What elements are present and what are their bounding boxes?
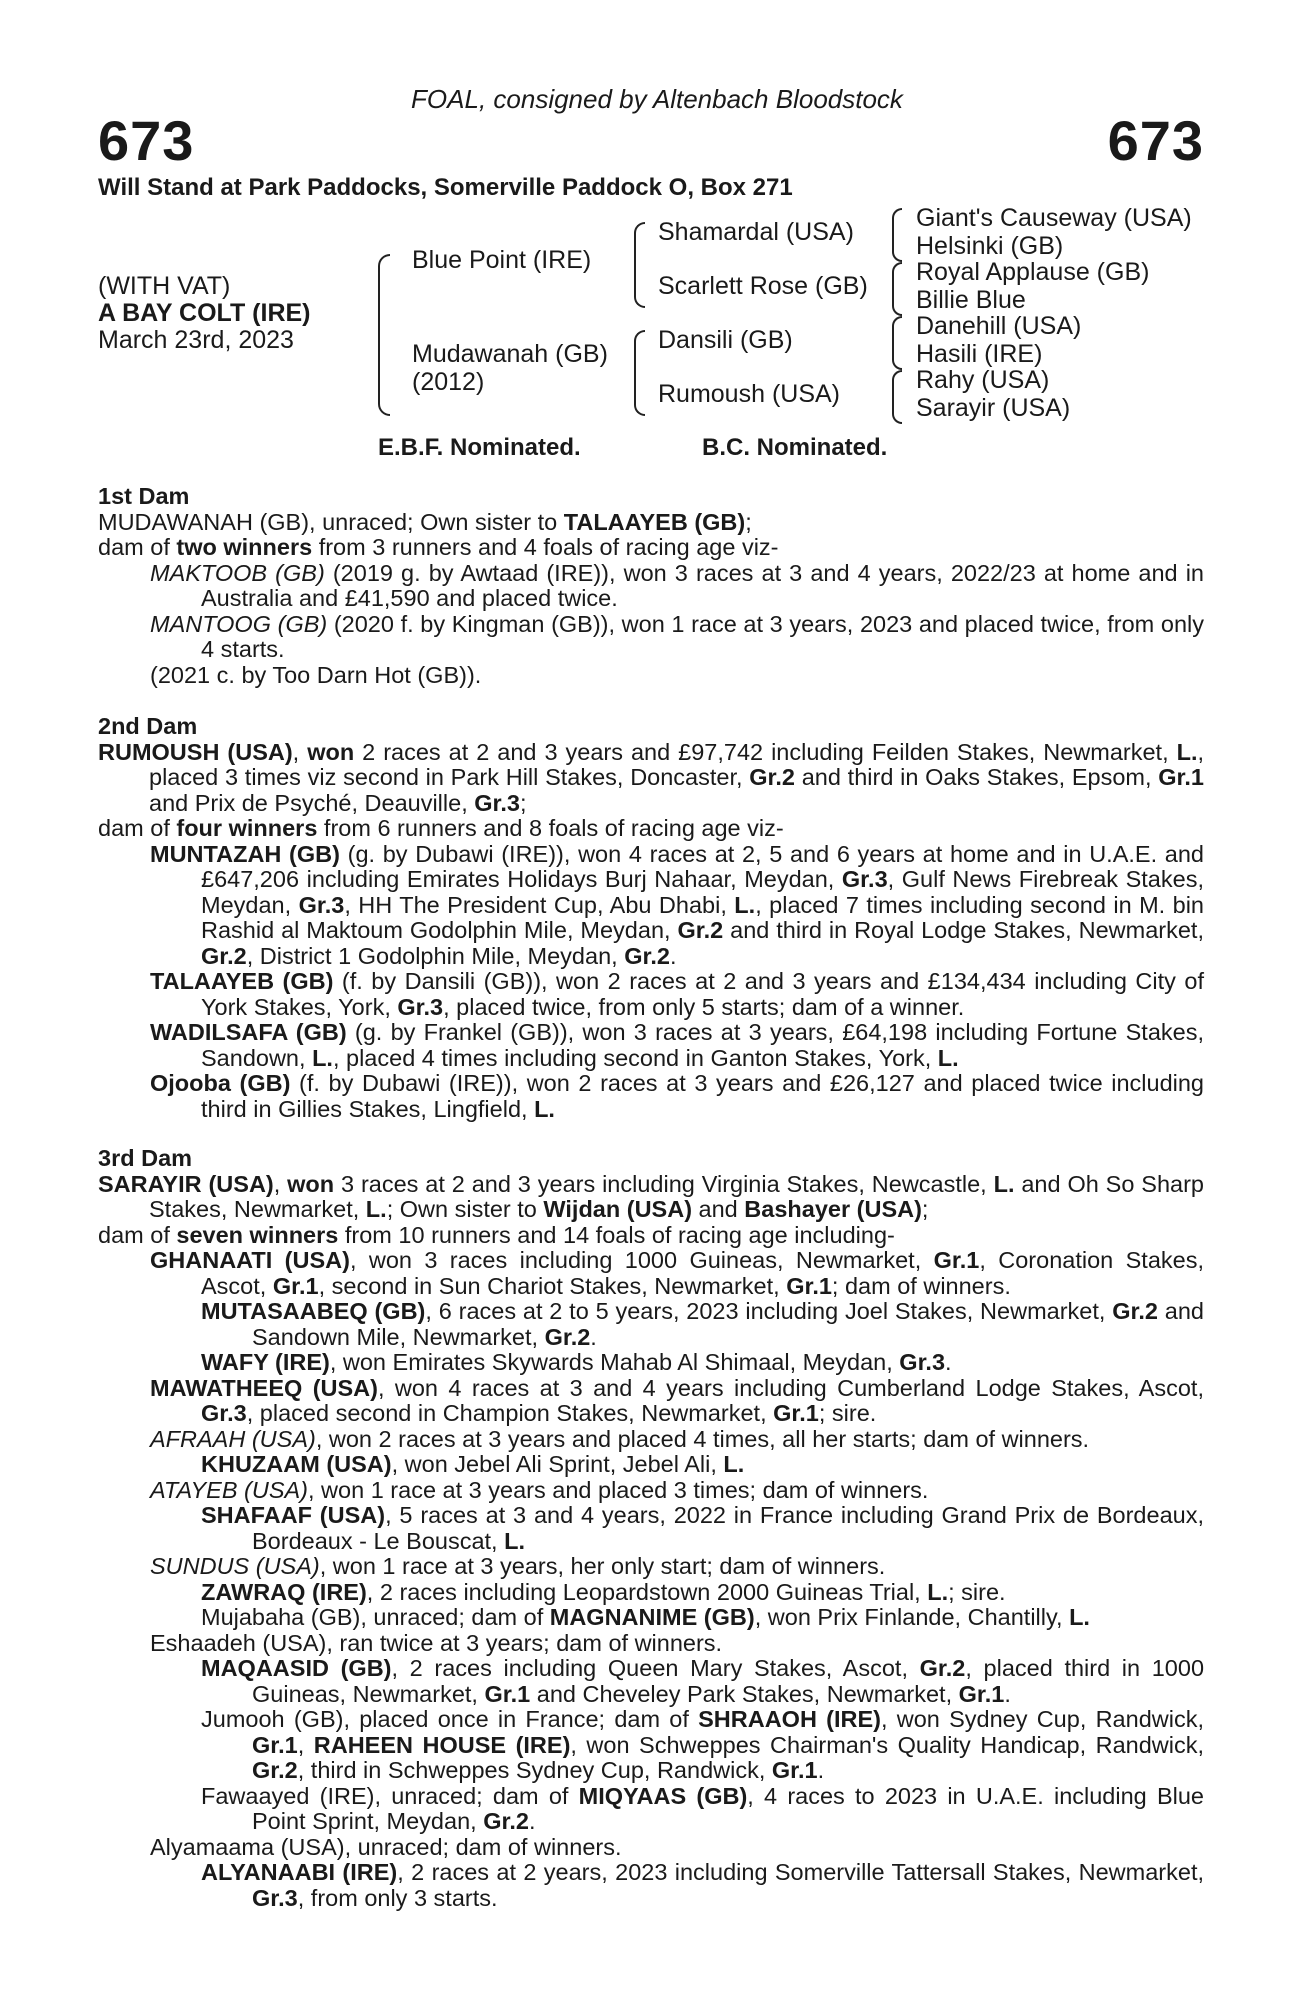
third-dam-entry [98, 1299, 1204, 1350]
text-run: (g. by Frankel (GB)), won 3 races at 3 years, £64,198 including Fortune Stakes, Sandown, [201, 1019, 1204, 1071]
first-dam-intro-text: MUDAWANAH (GB), unraced; Own sister to [98, 508, 564, 535]
sire: Blue Point (IRE) [412, 246, 592, 274]
sire-dam: Scarlett Rose (GB) [658, 272, 868, 300]
foal-name: MAKTOOB (GB) [150, 559, 325, 586]
bold-text: SHRAAOH (IRE) [698, 1706, 881, 1732]
text-run: , won 1 race at 3 years and placed 3 times; dam of winners. [308, 1476, 929, 1503]
bold-text: L. [365, 1196, 387, 1222]
third-dam-entry [98, 1631, 1204, 1657]
bold-text: Gr.2 [624, 942, 670, 969]
text-run: , won Sydney Cup, Randwick, [880, 1706, 1204, 1732]
text-run: and third in Oaks Stakes, Epsom, [795, 764, 1159, 790]
text-run: Fawaayed (IRE), unraced; dam of [201, 1782, 579, 1809]
text-run: dam of [98, 815, 177, 841]
first-dam-winners-count: two winners [176, 534, 313, 560]
bold-text: ZAWRAQ (IRE) [201, 1578, 367, 1605]
bold-text: MAGNANIME (GB) [549, 1604, 755, 1630]
bold-text: won [287, 1170, 335, 1197]
bold-text: L. [1069, 1604, 1090, 1630]
text-run: (f. by Dansili (GB)), won 2 races at 2 and 3 years and £134,434 including City of York Stakes, York, [201, 968, 1204, 1020]
bold-text: Gr.2 [483, 1808, 529, 1834]
bold-text: Gr.3 [474, 789, 520, 816]
italic-text: SUNDUS (USA) [150, 1553, 320, 1579]
bold-text: Gr.1 [958, 1680, 1005, 1707]
bold-text: MAWATHEEQ (USA) [150, 1374, 378, 1401]
bold-text: L. [312, 1044, 333, 1071]
text-run: . [590, 1323, 597, 1350]
pedigree-brace-gen3-3 [892, 316, 902, 370]
text-run: ; [921, 1196, 929, 1222]
pedigree-brace-dam [634, 330, 645, 416]
first-dam-foal-1 [98, 561, 1204, 612]
bold-text: Gr.1 [771, 1757, 818, 1783]
bold-text: MUNTAZAH (GB) [150, 840, 340, 867]
text-run: , 4 races to 2023 in U.A.E. including Blue Point Sprint, Meydan, [252, 1782, 1204, 1834]
bold-text: Gr.2 [252, 1757, 298, 1783]
second-dam-produce-summary [98, 816, 1204, 842]
text-run: from 6 runners and 8 foals of racing age viz- [317, 815, 784, 841]
text-run: . [945, 1349, 952, 1375]
lot-number-right: 673 [1107, 109, 1204, 172]
text-run: , 2 races including Queen Mary Stakes, Ascot, [391, 1655, 920, 1681]
ebf-nomination: E.B.F. Nominated. [378, 434, 581, 461]
third-dam-heading: 3rd Dam [98, 1145, 193, 1171]
bold-text: Gr.1 [773, 1400, 819, 1426]
gen3-hasili: Hasili (IRE) [916, 340, 1043, 368]
text-run: ; sire. [818, 1400, 877, 1426]
second-dam-record [98, 740, 1204, 817]
text-run: ; [519, 789, 527, 816]
dam-name: Mudawanah (GB) [412, 340, 608, 368]
first-dam-heading: 1st Dam [98, 483, 190, 509]
bold-text: WADILSAFA (GB) [150, 1019, 347, 1045]
third-dam-entry [98, 1554, 1204, 1580]
second-dam-heading: 2nd Dam [98, 713, 198, 739]
text-run: , 5 races at 3 and 4 years, 2022 in France including Grand Prix de Bordeaux, Bordeaux - Le Bouscat, [252, 1502, 1204, 1554]
sire-sire: Shamardal (USA) [658, 218, 854, 246]
text-run: , third in Schweppes Sydney Cup, Randwick, [297, 1757, 772, 1783]
dam-sire: Dansili (GB) [658, 326, 793, 354]
bold-text: Gr.3 [298, 891, 345, 918]
third-dam-entry [98, 1605, 1204, 1631]
text-run: 3 races at 2 and 3 years including Virginia Stakes, Newcastle, [334, 1170, 994, 1197]
bold-text: L. [1176, 738, 1198, 765]
gen3-rahy: Rahy (USA) [916, 366, 1050, 394]
third-dam-entry [98, 1427, 1204, 1453]
text-run: (g. by Dubawi (IRE)), won 4 races at 2, 5 and 6 years at home and in U.A.E. and £647,206 including Emirates Holidays Burj Nahaar, Meydan, [201, 840, 1204, 892]
pedigree-brace-sire [634, 222, 645, 308]
horse-dob: March 23rd, 2023 [98, 326, 294, 354]
bold-text: Bashayer (USA) [744, 1196, 922, 1222]
text-run: , 2 races at 2 years, 2023 including Somerville Tattersall Stakes, Newmarket, [397, 1859, 1204, 1885]
bold-text: KHUZAAM (USA) [201, 1451, 392, 1477]
third-dam-entry [98, 1376, 1204, 1427]
text-run: and Sandown Mile, Newmarket, [252, 1298, 1204, 1350]
bold-text: L. [993, 1170, 1015, 1197]
pedigree-brace-gen3-4 [892, 370, 902, 424]
bold-text: Gr.3 [201, 1400, 247, 1426]
text-run: , placed third in 1000 Guineas, Newmarket, [252, 1655, 1205, 1707]
text-run: and Prix de Psyché, Deauville, [149, 789, 475, 816]
bold-text: L. [927, 1578, 949, 1605]
foal-name: MANTOOG (GB) [150, 610, 328, 637]
first-dam-section [98, 484, 1204, 688]
text-run: , from only 3 starts. [297, 1884, 498, 1911]
bold-text: WAFY (IRE) [201, 1349, 330, 1375]
bc-nomination: B.C. Nominated. [702, 434, 888, 461]
italic-text: ATAYEB (USA) [150, 1476, 308, 1503]
bold-text: TALAAYEB (GB) [150, 968, 334, 994]
bold-text: Gr.1 [786, 1272, 832, 1299]
text-run: , won Jebel Ali Sprint, Jebel Ali, [391, 1451, 724, 1477]
bold-text: Wijdan (USA) [543, 1196, 693, 1222]
text-run: Mujabaha (GB), unraced; dam of [201, 1604, 550, 1630]
lot-number-left: 673 [98, 109, 195, 172]
bold-text: GHANAATI (USA) [150, 1247, 350, 1273]
text-run: . [1004, 1680, 1011, 1707]
stand-location: Will Stand at Park Paddocks, Somerville Paddock O, Box 271 [98, 174, 793, 201]
bold-text: Gr.1 [1158, 764, 1204, 790]
third-dam-entry [98, 1452, 1204, 1478]
first-dam-damof-text: dam of [98, 534, 177, 560]
bold-text: Gr.3 [841, 866, 888, 892]
bold-text: SHAFAAF (USA) [201, 1502, 386, 1528]
bold-text: L. [504, 1527, 526, 1554]
bold-text: won [307, 738, 355, 765]
text-run: , HH The President Cup, Abu Dhabi, [344, 891, 735, 918]
third-dam-entry [98, 1656, 1204, 1707]
bold-text: L. [937, 1044, 959, 1071]
bold-text: Gr.1 [272, 1272, 319, 1299]
pedigree-brace-gen3-2 [892, 262, 902, 316]
text-run: , Gulf News Firebreak Stakes, Meydan, [201, 866, 1204, 918]
gen3-helsinki: Helsinki (GB) [916, 232, 1064, 260]
third-dam-entry [98, 1784, 1204, 1835]
pedigree-brace-main [378, 254, 390, 416]
second-dam-foal-ojooba [98, 1071, 1204, 1122]
bold-text: SARAYIR (USA) [98, 1170, 274, 1197]
third-dam-entry [98, 1707, 1204, 1784]
third-dam-entry [98, 1172, 1204, 1223]
dam-year: (2012) [412, 368, 485, 396]
bold-text: RUMOUSH (USA) [98, 738, 293, 765]
text-run: . [817, 1757, 825, 1783]
first-dam-intro [98, 510, 1204, 536]
text-run: (f. by Dubawi (IRE)), won 2 races at 3 years and £26,127 and placed twice including third in Gillies Stakes, Lingfield, [201, 1070, 1204, 1122]
bold-text: MUTASAABEQ (GB) [201, 1298, 426, 1324]
bold-text: Gr.2 [677, 917, 724, 943]
text-run: , placed twice, from only 5 starts; dam of a winner. [443, 993, 965, 1020]
third-dam-paragraphs [98, 1172, 1204, 1912]
dam-dam: Rumoush (USA) [658, 380, 840, 408]
bold-text: MAQAASID (GB) [201, 1655, 392, 1681]
bold-text: Gr.1 [933, 1247, 980, 1273]
text-run: , won 2 races at 3 years and placed 4 times, all her starts; dam of winners. [315, 1425, 1090, 1452]
text-run: from 10 runners and 14 foals of racing age including- [338, 1221, 895, 1248]
foal-record: (2020 f. by Kingman (GB)), won 1 race at 3 years, 2023 and placed twice, from only 4 starts. [201, 610, 1204, 662]
pedigree-brace-gen3-1 [892, 208, 902, 262]
text-run: dam of [98, 1221, 177, 1248]
third-dam-entry [98, 1478, 1204, 1504]
text-run: 2 races at 2 and 3 years and £97,742 including Feilden Stakes, Newmarket, [354, 738, 1177, 765]
horse-name: A BAY COLT (IRE) [98, 299, 311, 327]
text-run: Alyamaama (USA), unraced; dam of winners. [150, 1833, 622, 1860]
gen3-sarayir: Sarayir (USA) [916, 394, 1071, 422]
third-dam-entry [98, 1835, 1204, 1861]
bold-text: four winners [176, 815, 318, 841]
vat-note: (WITH VAT) [98, 272, 231, 300]
text-run: , won 4 races at 3 and 4 years including Cumberland Lodge Stakes, Ascot, [377, 1374, 1204, 1401]
third-dam-entry [98, 1503, 1204, 1554]
text-run: , won 1 race at 3 years, her only start; dam of winners. [319, 1553, 886, 1579]
text-run: and Oh So Sharp Stakes, Newmarket, [149, 1170, 1204, 1222]
text-run: , won Prix Finlande, Chantilly, [754, 1604, 1070, 1630]
text-run: and third in Royal Lodge Stakes, Newmarket, [723, 917, 1204, 943]
text-run: , won 3 races including 1000 Guineas, Newmarket, [349, 1247, 934, 1273]
text-run: , Coronation Stakes, Ascot, [201, 1247, 1204, 1299]
first-dam-sister: TALAAYEB (GB) [563, 508, 746, 535]
gen3-billie-blue: Billie Blue [916, 286, 1026, 314]
gen3-royal-applause: Royal Applause (GB) [916, 258, 1150, 286]
text-run: and Cheveley Park Stakes, Newmarket, [530, 1680, 959, 1707]
second-dam-foal-talaayeb [98, 969, 1204, 1020]
bold-text: L. [734, 891, 756, 918]
text-run: , [273, 1170, 288, 1197]
bold-text: MIQYAAS (GB) [578, 1782, 748, 1809]
second-dam-foal-wadilsafa [98, 1020, 1204, 1071]
text-run: , placed 7 times including second in M. bin Rashid al Maktoum Godolphin Mile, Meydan, [201, 891, 1204, 943]
bold-text: ALYANAABI (IRE) [201, 1859, 398, 1885]
third-dam-entry [98, 1223, 1204, 1249]
gen3-danehill: Danehill (USA) [916, 312, 1082, 340]
bold-text: Gr.2 [919, 1655, 966, 1681]
text-run: , District 1 Godolphin Mile, Meydan, [246, 942, 625, 969]
text-run: , [297, 1731, 314, 1758]
gen3-giants-causeway: Giant's Causeway (USA) [916, 204, 1192, 232]
third-dam-entry [98, 1248, 1204, 1299]
bold-text: Gr.2 [544, 1323, 591, 1350]
text-run: , won Emirates Skywards Mahab Al Shimaal, Meydan, [329, 1349, 900, 1375]
third-dam-entry [98, 1350, 1204, 1376]
bold-text: Gr.1 [484, 1680, 531, 1707]
bold-text: L. [534, 1095, 555, 1122]
text-run: , won Schweppes Chairman's Quality Handicap, Randwick, [570, 1731, 1205, 1758]
text-run: , 6 races at 2 to 5 years, 2023 including Joel Stakes, Newmarket, [425, 1298, 1113, 1324]
italic-text: AFRAAH (USA) [150, 1425, 316, 1452]
bold-text: Gr.2 [201, 942, 247, 969]
text-run: , 2 races including Leopardstown 2000 Guineas Trial, [366, 1578, 928, 1605]
bold-text: Gr.2 [1112, 1298, 1158, 1324]
second-dam-foal-muntazah [98, 842, 1204, 970]
text-run: . [669, 942, 677, 969]
text-run: ; Own sister to [386, 1196, 544, 1222]
text-run: , [292, 738, 308, 765]
text-run: Eshaadeh (USA), ran twice at 3 years; dam of winners. [150, 1629, 723, 1656]
bold-text: seven winners [176, 1221, 339, 1248]
bold-text: Ojooba (GB) [150, 1070, 291, 1096]
text-run: , placed 3 times viz second in Park Hill Stakes, Doncaster, [149, 738, 1205, 790]
text-run: , second in Sun Chariot Stakes, Newmarket, [318, 1272, 787, 1299]
second-dam-section [98, 714, 1204, 1122]
text-run: . [528, 1808, 536, 1834]
text-run: , placed second in Champion Stakes, Newmarket, [246, 1400, 774, 1426]
text-run: , placed 4 times including second in Ganton Stakes, York, [332, 1044, 938, 1071]
bold-text: Gr.1 [252, 1731, 298, 1758]
text-run: and [692, 1196, 745, 1222]
bold-text: L. [723, 1451, 745, 1477]
third-dam-entry [98, 1580, 1204, 1606]
text-run: ; sire. [948, 1578, 1006, 1605]
bold-text: Gr.2 [749, 764, 795, 790]
consignor-line: FOAL, consigned by Altenbach Bloodstock [411, 84, 903, 114]
text-run: Jumooh (GB), placed once in France; dam of [201, 1706, 699, 1732]
bold-text: Gr.3 [899, 1349, 946, 1375]
bold-text: Gr.3 [252, 1884, 298, 1911]
first-dam-produce-summary [98, 535, 1204, 561]
bold-text: Gr.3 [397, 993, 444, 1020]
first-dam-foal-3: (2021 c. by Too Darn Hot (GB)). [150, 661, 482, 688]
bold-text: RAHEEN HOUSE (IRE) [313, 1731, 571, 1758]
third-dam-entry [98, 1860, 1204, 1911]
first-dam-damof-rest: from 3 runners and 4 foals of racing age viz- [312, 534, 779, 560]
third-dam-section [98, 1146, 1204, 1911]
foal-record: (2019 g. by Awtaad (IRE)), won 3 races at 3 and 4 years, 2022/23 at home and in Australia and £41,590 and placed twice. [201, 559, 1204, 611]
first-dam-foal-2 [98, 612, 1204, 663]
text-run: ; dam of winners. [831, 1272, 1011, 1299]
first-dam-intro-end: ; [745, 508, 752, 535]
